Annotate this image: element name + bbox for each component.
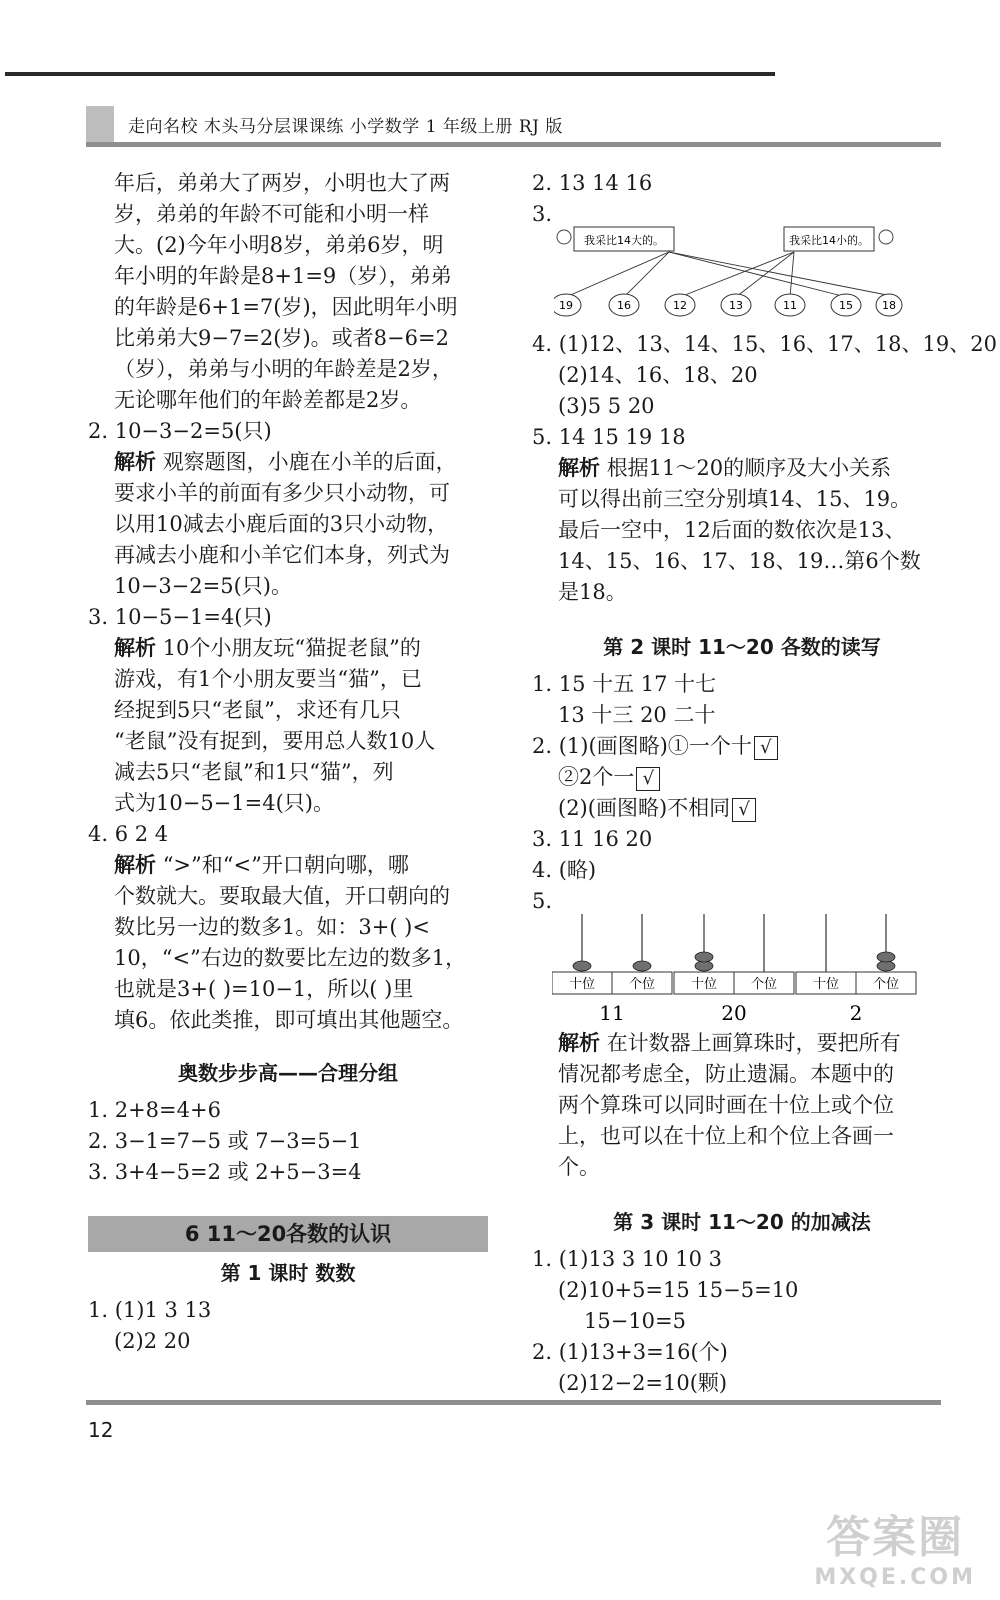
analysis-label: 解析 — [114, 450, 156, 474]
watermark-logo — [814, 1501, 976, 1590]
text-line: 年后，弟弟大了两岁，小明也大了两 — [114, 171, 450, 195]
text-line: 减去5只“老鼠”和1只“猫”，列 — [114, 760, 394, 784]
text-line: 3. 3+4−5=2 或 2+5−3=4 — [88, 1160, 362, 1184]
text-line: 经捉到5只“老鼠”，求还有几只 — [114, 698, 401, 722]
text-line: (2)(画图略)不相同 — [558, 796, 731, 820]
text-line: 的年龄是6+1=7(岁)，因此明年小明 — [114, 295, 458, 319]
text-line: 再减去小鹿和小羊它们本身，列式为 — [114, 543, 450, 567]
abacus-place-label: 十位 — [812, 977, 840, 992]
text-line: 10个小朋友玩“猫捉老鼠”的 — [162, 636, 421, 660]
text-line: 要求小羊的前面有多少只小动物，可 — [114, 481, 450, 505]
abacus-bead — [695, 952, 713, 962]
mushroom-diagram — [554, 225, 904, 325]
text-line: 岁，弟弟的年龄不可能和小明一样 — [114, 202, 429, 226]
check-box-icon: √ — [636, 767, 660, 791]
text-line: 1. 2+8=4+6 — [88, 1098, 221, 1122]
analysis-label: 解析 — [558, 1031, 600, 1055]
text-line: 15−10=5 — [584, 1309, 686, 1333]
mushroom-label: 19 — [559, 299, 573, 312]
q2-explanation — [88, 447, 488, 602]
olympiad-title: 奥数步步高——合理分组 — [178, 1061, 398, 1085]
mushroom-figure — [554, 225, 904, 325]
text-line: 以用10减去小鹿后面的3只小动物， — [114, 512, 449, 536]
text-line: 最后一空中，12后面的数依次是13、 — [558, 518, 906, 542]
text-line: 两个算珠可以同时画在十位上或个位 — [558, 1093, 894, 1117]
abacus-bead — [633, 961, 651, 971]
text-line: （岁），弟弟与小明的年龄差是2岁， — [114, 357, 453, 381]
lesson1-title: 第 1 课时 数数 — [220, 1261, 356, 1285]
text-line: 数比另一边的数多1。如：3+( )< — [114, 915, 430, 939]
q3-explanation — [88, 633, 488, 819]
left-column — [88, 168, 488, 1357]
lesson3-title: 第 3 课时 11～20 的加减法 — [613, 1210, 871, 1234]
text-line: 个。 — [558, 1155, 600, 1179]
header-title: 走向名校 木头马分层课课练 小学数学 1 年级上册 RJ 版 — [128, 117, 563, 137]
right-column — [532, 168, 997, 1399]
text-line: “>”和“<”开口朝向哪，哪 — [162, 853, 409, 877]
abacus-bead — [573, 961, 591, 971]
check-box-icon: √ — [732, 798, 756, 822]
q4-explanation — [88, 850, 488, 1036]
text-line: (2)10+5=15 15−5=10 — [558, 1278, 799, 1302]
connector-lines — [566, 252, 897, 297]
text-line: ②2个一 — [558, 765, 635, 789]
lesson2-title: 第 2 课时 11～20 各数的读写 — [603, 635, 881, 659]
text-line: 个数就大。要取最大值，开口朝向的 — [114, 884, 450, 908]
watermark-en: MXQE.COM — [814, 1565, 976, 1590]
r-q5-explanation — [532, 453, 952, 608]
text-line: “老鼠”没有捉到，要用总人数10人 — [114, 729, 436, 753]
page-number: 12 — [88, 1418, 114, 1442]
right-mouse-icon — [879, 230, 893, 244]
abacus-value: 2 — [849, 1001, 863, 1025]
text-line: (2)14、16、18、20 — [558, 363, 758, 387]
mushroom-label: 15 — [839, 299, 853, 312]
header-rule — [86, 142, 941, 147]
text-line: 3. 11 16 20 — [532, 827, 653, 851]
text-line: 上，也可以在十位上和个位上各画一 — [558, 1124, 894, 1148]
abacus-figure — [552, 910, 932, 1028]
left-mouse-icon — [557, 230, 571, 244]
analysis-label: 解析 — [558, 456, 600, 480]
check-box-icon: √ — [754, 736, 778, 760]
footer-rule — [86, 1400, 941, 1405]
text-line: 10，“<”右边的数要比左边的数多1， — [114, 946, 467, 970]
text-line: 比弟弟大9−7=2(岁)。或者8−6=2 — [114, 326, 449, 350]
abacus-diagram — [552, 910, 932, 1028]
q1-continuation — [88, 168, 488, 416]
abacus-value: 11 — [599, 1001, 625, 1025]
text-line: 观察题图，小鹿在小羊的后面， — [162, 450, 457, 474]
text-line: 14、15、16、17、18、19…第6个数 — [558, 549, 921, 573]
left-sign-text: 我采比14大的。 — [584, 234, 664, 247]
mushroom-label: 18 — [882, 299, 896, 312]
text-line: 4. (略) — [532, 858, 597, 882]
watermark-cn: 答案圈 — [826, 1512, 965, 1563]
top-rule — [5, 72, 775, 76]
page-header — [86, 106, 941, 142]
q3-answer: 3. 10−5−1=4(只) — [88, 605, 272, 629]
q4-answer: 4. 6 2 4 — [88, 822, 169, 846]
abacus-place-label: 个位 — [750, 977, 778, 992]
abacus-bead — [877, 961, 895, 971]
text-line: 4. (1)12、13、14、15、16、17、18、19、20 — [532, 332, 997, 356]
text-line: 大。(2)今年小明8岁，弟弟6岁，明 — [114, 233, 444, 257]
abacus-place-label: 个位 — [628, 977, 656, 992]
text-line: 情况都考虑全，防止遗漏。本题中的 — [558, 1062, 894, 1086]
r-q3-number: 3. — [532, 202, 553, 226]
text-line: 填6。依此类推，即可填出其他题空。 — [114, 1008, 464, 1032]
abacus-bead — [695, 961, 713, 971]
right-sign-text: 我采比14小的。 — [789, 234, 869, 247]
r-q5-answer: 5. 14 15 19 18 — [532, 425, 686, 449]
text-line: 2. 3−1=7−5 或 7−3=5−1 — [88, 1129, 362, 1153]
text-line: 也就是3+( )=10−1，所以( )里 — [114, 977, 414, 1001]
text-line: 根据11～20的顺序及大小关系 — [606, 456, 892, 480]
abacus-place-label: 个位 — [872, 977, 900, 992]
analysis-label: 解析 — [114, 636, 156, 660]
r-q2-answer: 2. 13 14 16 — [532, 171, 653, 195]
q2-answer: 2. 10−3−2=5(只) — [88, 419, 272, 443]
text-line: 1. (1)1 3 13 — [88, 1298, 212, 1322]
mushroom-label: 11 — [783, 299, 797, 312]
text-line: 年小明的年龄是8+1=9（岁），弟弟 — [114, 264, 452, 288]
text-line: (3)5 5 20 — [558, 394, 655, 418]
mushroom-label: 13 — [729, 299, 743, 312]
mushroom-label: 12 — [673, 299, 687, 312]
text-line: 可以得出前三空分别填14、15、19。 — [558, 487, 912, 511]
header-marker — [86, 106, 114, 142]
abacus-place-label: 十位 — [690, 977, 718, 992]
text-line: (2)2 20 — [114, 1329, 191, 1353]
chapter-title-bar: 6 11～20各数的认识 — [88, 1216, 488, 1252]
text-line: 是18。 — [558, 580, 627, 604]
text-line: 无论哪年他们的年龄差都是2岁。 — [114, 388, 422, 412]
text-line: 游戏，有1个小朋友要当“猫”，已 — [114, 667, 422, 691]
text-line: 10−3−2=5(只)。 — [114, 574, 292, 598]
analysis-label: 解析 — [114, 853, 156, 877]
abacus-place-label: 十位 — [568, 977, 596, 992]
abacus-bead — [877, 952, 895, 962]
text-line: 2. (1)(画图略)①一个十 — [532, 734, 752, 758]
text-line: (2)12−2=10(颗) — [558, 1371, 728, 1395]
text-line: 1. (1)13 3 10 10 3 — [532, 1247, 723, 1271]
text-line: 5. — [532, 889, 553, 913]
lesson2-q5-explanation — [532, 1028, 952, 1183]
text-line: 在计数器上画算珠时，要把所有 — [606, 1031, 901, 1055]
text-line: 式为10−5−1=4(只)。 — [114, 791, 334, 815]
abacus-value: 20 — [721, 1001, 747, 1025]
text-line: 1. 15 十五 17 十七 — [532, 672, 717, 696]
text-line: 2. (1)13+3=16(个) — [532, 1340, 728, 1364]
mushroom-label: 16 — [617, 299, 631, 312]
text-line: 13 十三 20 二十 — [558, 703, 716, 727]
